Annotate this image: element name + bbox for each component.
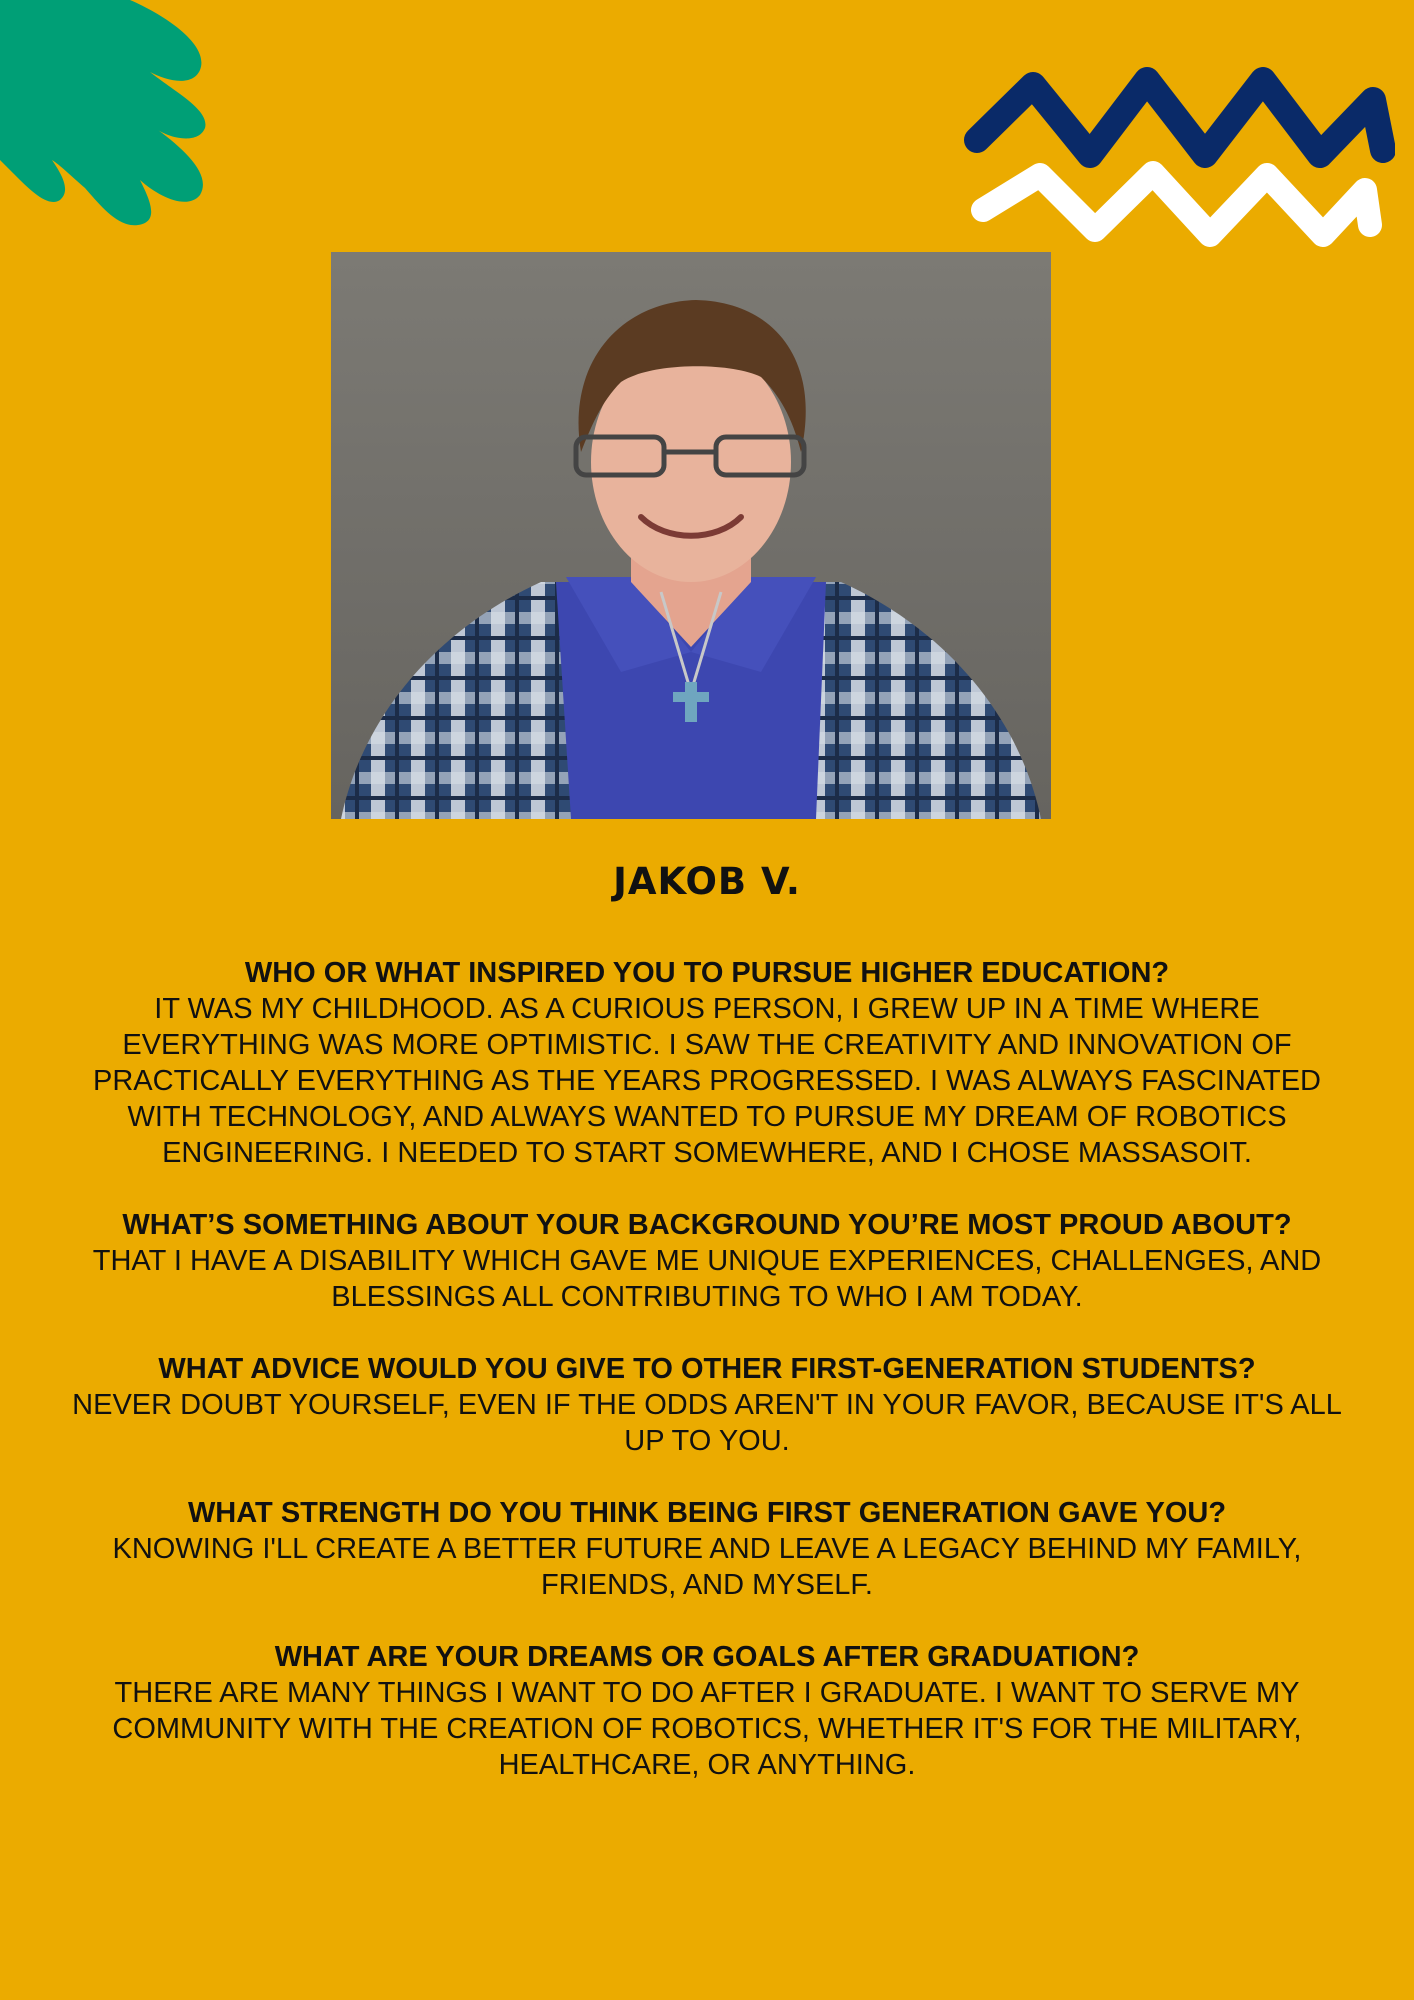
- hand-shape-icon: [0, 0, 215, 230]
- answer-text: THAT I HAVE A DISABILITY WHICH GAVE ME UNIQUE EXPERIENCES, CHALLENGES, AND BLESSINGS ALL CONTRIBUTING TO WHO I AM TODAY.: [92, 1245, 1322, 1313]
- qa-item: [65, 955, 1349, 1171]
- question-text: WHAT’S SOMETHING ABOUT YOUR BACKGROUND YOU’RE MOST PROUD ABOUT?: [122, 1209, 1292, 1241]
- answer-text: KNOWING I'LL CREATE A BETTER FUTURE AND LEAVE A LEGACY BEHIND MY FAMILY, FRIENDS, AND MYSELF.: [112, 1533, 1302, 1601]
- student-name: JAKOB V.: [613, 860, 801, 903]
- question-text: WHO OR WHAT INSPIRED YOU TO PURSUE HIGHER EDUCATION?: [244, 957, 1170, 989]
- answer-text: IT WAS MY CHILDHOOD. AS A CURIOUS PERSON, I GREW UP IN A TIME WHERE EVERYTHING WAS MORE OPTIMISTIC. I SAW THE CREATIVITY AND INNOVATION OF PRACTICALLY EVERYTHING AS THE YEARS PROGRESSED. I WAS ALWAYS FASCINATED WITH TECHNOLOGY, AND ALWAYS WANTED TO PURSUE MY DREAM OF ROBOTICS ENGINEERING. I NEEDED TO START SOMEWHERE, AND I CHOSE MASSASOIT.: [93, 993, 1321, 1169]
- answer-text: THERE ARE MANY THINGS I WANT TO DO AFTER I GRADUATE. I WANT TO SERVE MY COMMUNITY WITH THE CREATION OF ROBOTICS, WHETHER IT'S FOR THE MILITARY, HEALTHCARE, OR ANYTHING.: [112, 1677, 1302, 1781]
- qa-item: [65, 1351, 1349, 1459]
- qa-section: [65, 955, 1349, 1819]
- student-portrait-photo: [331, 252, 1051, 819]
- question-text: WHAT ARE YOUR DREAMS OR GOALS AFTER GRADUATION?: [274, 1641, 1140, 1673]
- qa-item: [65, 1639, 1349, 1783]
- qa-item: [65, 1495, 1349, 1603]
- question-text: WHAT STRENGTH DO YOU THINK BEING FIRST GENERATION GAVE YOU?: [187, 1497, 1227, 1529]
- question-text: WHAT ADVICE WOULD YOU GIVE TO OTHER FIRST-GENERATION STUDENTS?: [158, 1353, 1256, 1385]
- qa-item: [65, 1207, 1349, 1315]
- answer-text: NEVER DOUBT YOURSELF, EVEN IF THE ODDS AREN'T IN YOUR FAVOR, BECAUSE IT'S ALL UP TO YOU.: [72, 1389, 1342, 1457]
- zigzag-lines-icon: [955, 55, 1395, 260]
